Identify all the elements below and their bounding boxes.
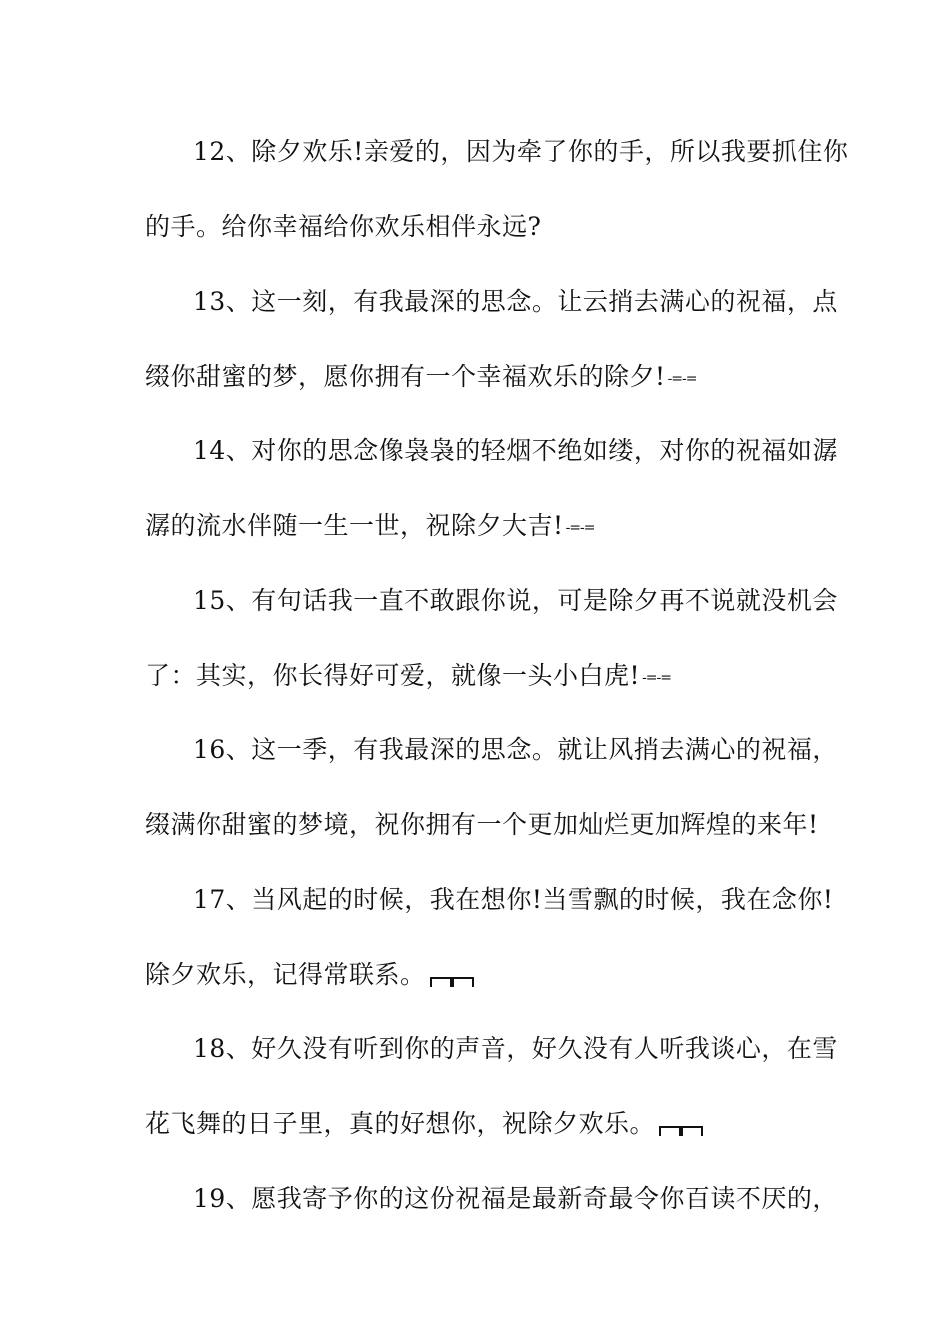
- dash-equals-mark: -=-=: [565, 519, 595, 536]
- paragraph-12-line-1: 12、除夕欢乐!亲爱的，因为牵了你的手，所以我要抓住你: [193, 137, 849, 166]
- paragraph-14-line-2: [145, 506, 815, 546]
- paragraph-14-line-1: 14、对你的思念像袅袅的轻烟不绝如缕，对你的祝福如潺: [193, 436, 838, 465]
- paragraph-13-text: 缀你甜蜜的梦，愿你拥有一个幸福欢乐的除夕!: [145, 362, 666, 391]
- dash-equals-mark: -=-=: [667, 370, 697, 387]
- paragraph-13-line-1: 13、这一刻，有我最深的思念。让云捎去满心的祝福，点: [193, 287, 838, 316]
- paragraph-15-line-2: [145, 656, 815, 696]
- paragraph-13-line-2: [145, 357, 815, 397]
- paragraph-18-text: 花飞舞的日子里，真的好想你，祝除夕欢乐。: [145, 1109, 656, 1138]
- paragraph-15-text: 了：其实，你长得好可爱，就像一头小白虎!: [145, 661, 641, 690]
- paragraph-17-line-2: [145, 955, 815, 995]
- dash-equals-mark: -=-=: [642, 669, 671, 686]
- paragraph-18-line-1: 18、好久没有听到你的声音，好久没有人听我谈心，在雪: [193, 1034, 838, 1063]
- paragraph-14-text: 潺的流水伴随一生一世，祝除夕大吉!: [145, 511, 564, 540]
- paragraph-18-line-2: [145, 1104, 815, 1144]
- paragraph-17-text: 除夕欢乐，记得常联系。: [145, 960, 426, 989]
- paragraph-16-line-2: [145, 805, 819, 845]
- paragraph-19-line-1: 19、愿我寄予你的这份祝福是最新奇最令你百读不厌的，: [193, 1184, 838, 1213]
- paragraph-16-text: 缀满你甜蜜的梦境，祝你拥有一个更加灿烂更加辉煌的来年!: [145, 810, 819, 839]
- paragraph-16-line-1: 16、这一季，有我最深的思念。就让风捎去满心的祝福，: [193, 735, 838, 764]
- box-mark-icon: [659, 1126, 703, 1136]
- paragraph-12-text: 的手。给你幸福给你欢乐相伴永远?: [145, 212, 542, 241]
- box-mark-icon: [430, 977, 474, 987]
- paragraph-17-line-1: 17、当风起的时候，我在想你!当雪飘的时候，我在念你!: [193, 885, 834, 914]
- paragraph-12-line-2: [145, 207, 815, 247]
- paragraph-15-line-1: 15、有句话我一直不敢跟你说，可是除夕再不说就没机会: [193, 586, 838, 615]
